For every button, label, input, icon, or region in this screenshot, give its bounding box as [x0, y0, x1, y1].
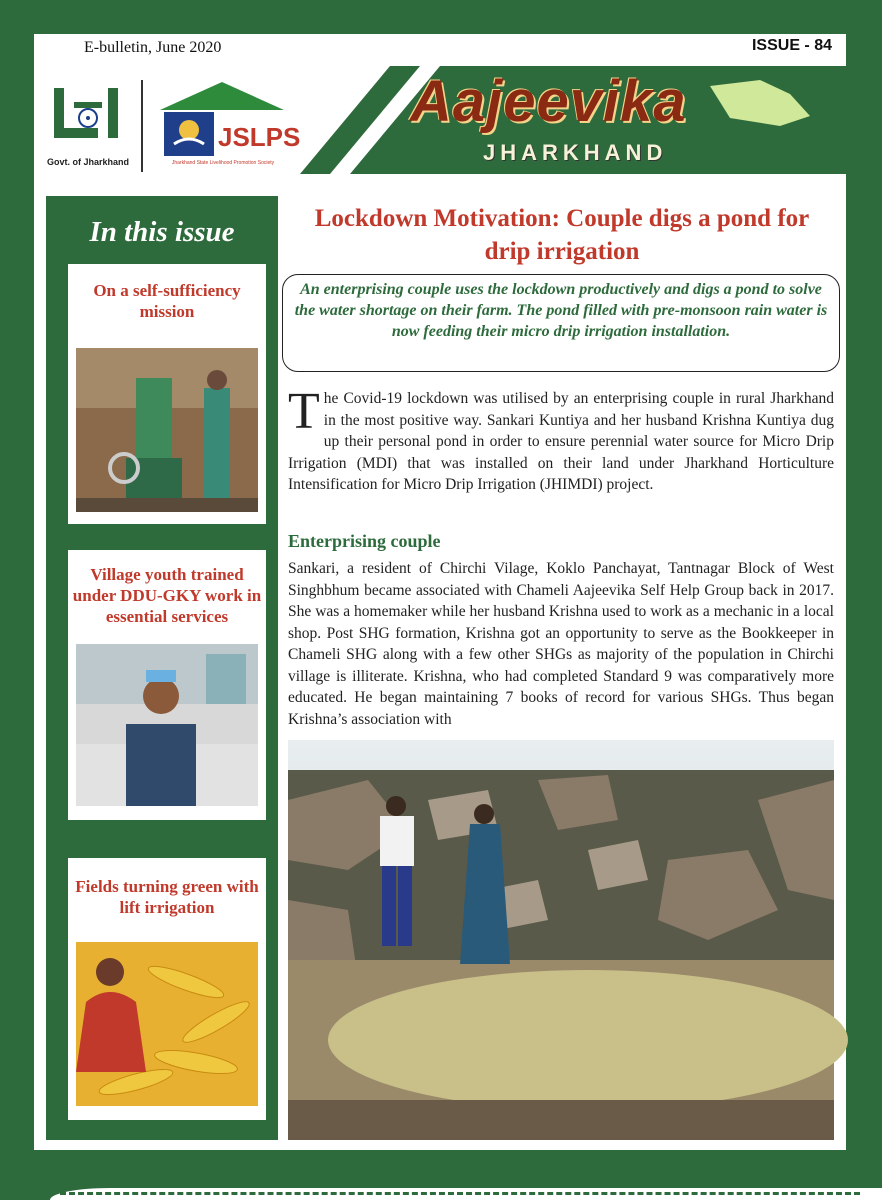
sidebar-story-card[interactable] [68, 264, 266, 524]
brand-title: Aajeevika [410, 69, 687, 134]
jslps-logo [160, 82, 301, 172]
sidebar-story-photo [76, 942, 258, 1106]
jslps-logo-text: JSLPS [218, 122, 301, 152]
section-heading: Enterprising couple [288, 531, 441, 551]
sidebar-story-photo [76, 644, 258, 806]
sidebar-story-title: Village youth trained under DDU-GKY work in essential services [72, 565, 262, 626]
article-paragraph [288, 383, 834, 496]
sidebar-title: In this issue [89, 216, 235, 248]
sidebar-story-photo [76, 348, 258, 512]
sidebar-story-title: Fields turning green with lift irrigation [75, 877, 259, 917]
article-headline: Lockdown Motivation: Couple digs a pond for drip irrigation [314, 205, 810, 265]
sidebar-story-card[interactable] [68, 858, 266, 1120]
article-summary-box [282, 274, 840, 372]
sidebar-story-card[interactable] [68, 550, 266, 820]
pond-photo [288, 740, 834, 1140]
in-this-issue-sidebar [46, 196, 278, 1140]
logo-divider [141, 80, 143, 172]
bulletin-date: E-bulletin, June 2020 [84, 39, 222, 56]
govt-label: Govt. of Jharkhand [46, 157, 129, 167]
jslps-caption: Jharkhand State Livelihood Promotion Society [171, 160, 275, 166]
article-summary: An enterprising couple uses the lockdown productively and digs a pond to solve the water shortage on their farm. The pond filled with pre-monsoon rain water is now feeding their micro drip irrigation installation. [294, 281, 828, 340]
sidebar-story-title: On a self-sufficiency mission [93, 281, 241, 321]
issue-number: ISSUE - 84 [751, 37, 832, 54]
brand-subtitle: JHARKHAND [483, 140, 668, 165]
footer-dash-line [60, 1192, 860, 1198]
article-paragraph: Sankari, a resident of Chirchi Vilage, Koklo Panchayat, Tantnagar Block of West Singhbhum became associated with Chameli Aajeevika Self Help Group back in 2017. She was a homemaker while her husband Krishna used to work as a mechanic in a local shop. Post SHG formation, Krishna got an opportunity to serve as the Bookkeeper in Chameli SHG along with a few other SHGs as majority of the population in Chirchi village is illiterate. Krishna, who had completed Standard 9 was comparatively more educated. He began maintaining 7 books of record for various SHGs. Thus began Krishna’s association with [288, 560, 834, 728]
article-paragraph-text: he Covid-19 lockdown was utilised by an enterprising couple in rural Jharkhand in the most positive way. Sankari Kuntiya and her husband Krishna Kuntiya dug up their personal pond in order to ensure perennial water source for Micro Drip Irrigation (MDI) that was installed on their land under Jharkhand Horticulture Intensification for Micro Drip Irrigation (JHIMDI) project. [288, 390, 834, 493]
drop-cap: T [288, 383, 320, 440]
